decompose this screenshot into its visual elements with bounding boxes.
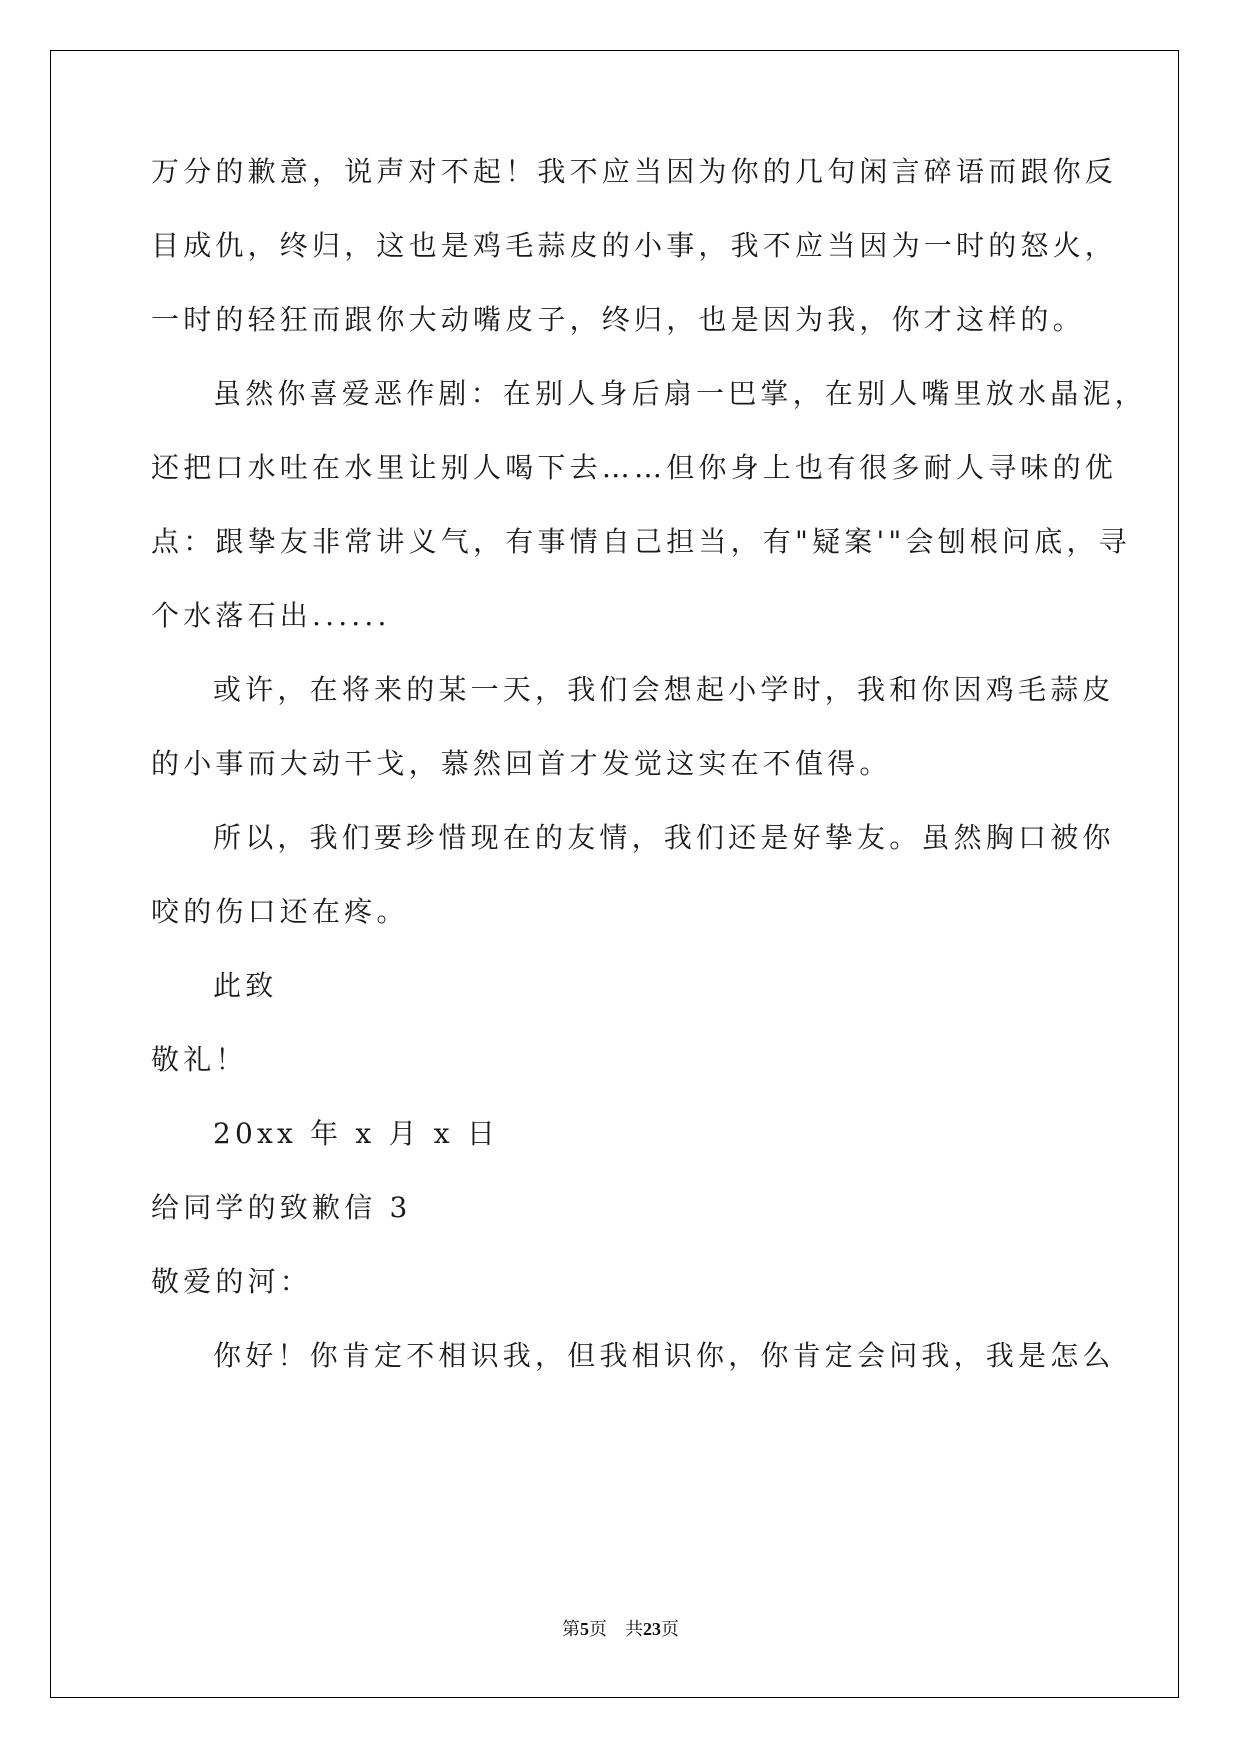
closing-salutation: 此致 xyxy=(213,969,278,1002)
greeting: 敬爱的河： xyxy=(151,1265,313,1298)
footer-middle: 页 共 xyxy=(589,1619,643,1639)
total-pages: 23 xyxy=(643,1619,661,1639)
closing-respect: 敬礼！ xyxy=(151,1043,248,1076)
footer-suffix: 页 xyxy=(661,1619,679,1639)
text-line: 所以，我们要珍惜现在的友情，我们还是好挚友。虽然胸口被你 xyxy=(213,821,1115,854)
text-line: 一时的轻狂而跟你大动嘴皮子，终归，也是因为我，你才这样的。 xyxy=(151,303,1085,336)
text-line: 你好！你肯定不相识我，但我相识你，你肯定会问我，我是怎么 xyxy=(213,1339,1115,1372)
text-line: 万分的歉意，说声对不起！我不应当因为你的几句闲言碎语而跟你反 xyxy=(151,155,1118,188)
text-line: 点：跟挚友非常讲义气，有事情自己担当，有"疑案'"会刨根问底，寻 xyxy=(151,525,1131,558)
page-number: 5 xyxy=(580,1619,589,1639)
text-line: 咬的伤口还在疼。 xyxy=(151,895,409,928)
letter-date: 20xx 年 x 月 x 日 xyxy=(213,1117,500,1150)
page-footer xyxy=(0,1615,1241,1641)
text-line: 目成仇，终归，这也是鸡毛蒜皮的小事，我不应当因为一时的怒火， xyxy=(151,229,1118,262)
text-line: 的小事而大动干戈，慕然回首才发觉这实在不值得。 xyxy=(151,747,892,780)
text-line: 个水落石出...... xyxy=(151,599,391,632)
text-line: 或许，在将来的某一天，我们会想起小学时，我和你因鸡毛蒜皮 xyxy=(213,673,1115,706)
text-line: 虽然你喜爱恶作剧：在别人身后扇一巴掌，在别人嘴里放水晶泥， xyxy=(213,377,1147,410)
page-border xyxy=(50,50,1179,1698)
text-line: 还把口水吐在水里让别人喝下去……但你身上也有很多耐人寻味的优 xyxy=(151,451,1118,484)
footer-prefix: 第 xyxy=(562,1619,580,1639)
section-title: 给同学的致歉信 3 xyxy=(151,1191,412,1224)
